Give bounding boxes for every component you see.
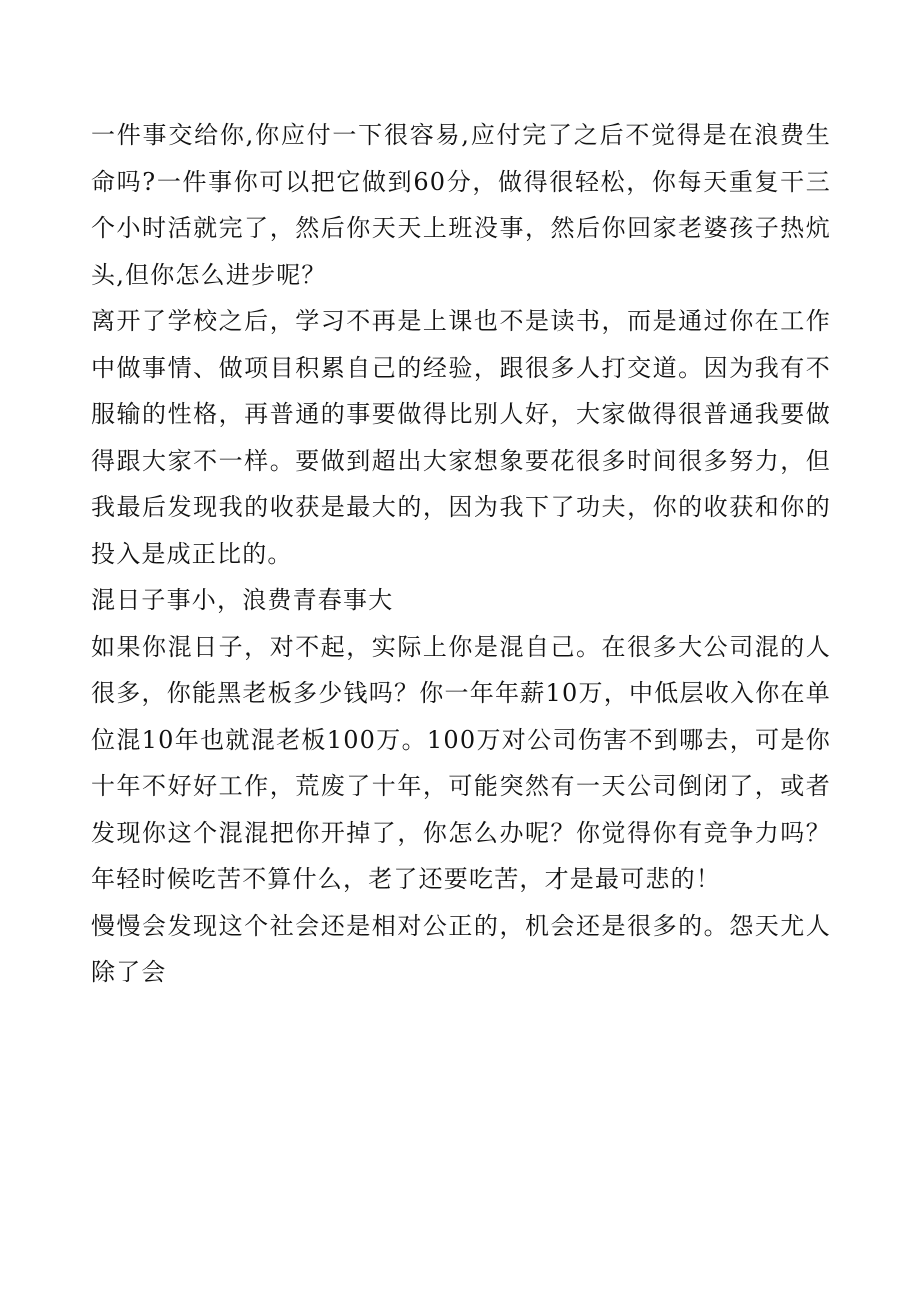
paragraph-1: 一件事交给你,你应付一下很容易,应付完了之后不觉得是在浪费生命吗?一件事你可以把它做到60分，做得很轻松，你每天重复干三个小时活就完了，然后你天天上班没事，然后你回家老婆孩子热炕头,但你怎么进步呢？ — [91, 121, 831, 289]
section-heading: 混日子事小，浪费青春事大 — [91, 586, 394, 614]
paragraph-3: 如果你混日子，对不起，实际上你是混自己。在很多大公司混的人很多，你能黑老板多少钱吗？你一年年薪10万，中低层收入你在单位混10年也就混老板100万。100万对公司伤害不到哪去，可是你十年不好好工作，荒废了十年，可能突然有一天公司倒闭了，或者发现你这个混混把你开掉了，你怎么办呢？你觉得你有竞争力吗？年轻时候吃苦不算什么，老了还要吃苦，才是最可悲的！ — [91, 632, 831, 893]
document-body — [91, 112, 831, 996]
paragraph-2: 离开了学校之后，学习不再是上课也不是读书，而是通过你在工作中做事情、做项目积累自己的经验，跟很多人打交道。因为我有不服输的性格，再普通的事要做得比别人好，大家做得很普通我要做得跟大家不一样。要做到超出大家想象要花很多时间很多努力，但我最后发现我的收获是最大的，因为我下了功夫，你的收获和你的投入是成正比的。 — [91, 307, 831, 568]
paragraph-4: 慢慢会发现这个社会还是相对公正的，机会还是很多的。怨天尤人除了会 — [91, 911, 831, 986]
